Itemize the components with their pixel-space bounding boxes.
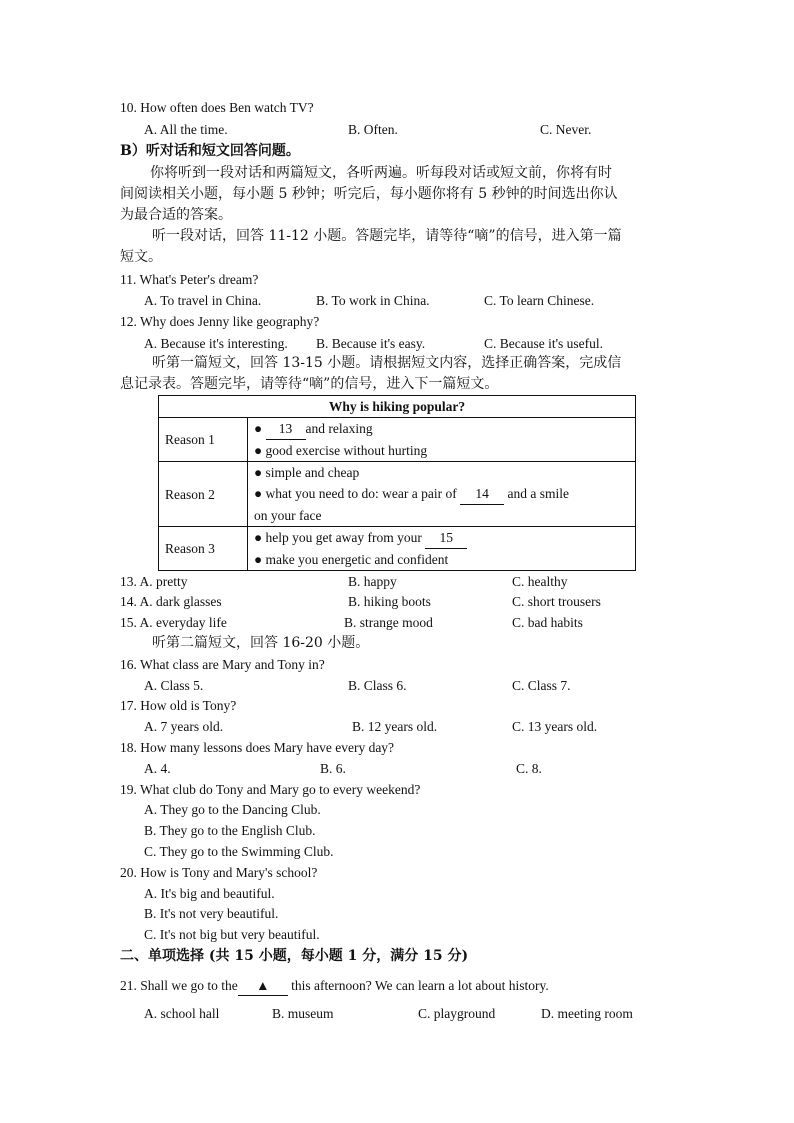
option-16a: A. Class 5. [144,678,204,693]
question-11: 11. What's Peter's dream? [120,272,259,287]
option-20c: C. It's not big but very beautiful. [144,927,320,942]
instruction-line: 你将听到一段对话和两篇短文，各听两遍。听每段对话或短文前，你将有时 [150,165,612,181]
option-20b: B. It's not very beautiful. [144,906,279,921]
reason-2-content [248,462,636,527]
bullet-text: ● what you need to do: wear a pair of [254,486,461,501]
hiking-info-table [158,395,636,571]
option-21d: D. meeting room [541,1006,633,1021]
passage1-instruction: 息记录表。答题完毕，请等待“嘀”的信号，进入下一篇短文。 [120,376,499,392]
instruction-line: 短文。 [120,249,162,265]
bullet-text: ● good exercise without hurting [254,443,428,458]
option-17c: C. 13 years old. [512,719,598,734]
instruction-line: 间阅读相关小题，每小题 5 秒钟；听完后，每小题你将有 5 秒钟的时间选出你认 [120,186,618,202]
option-13c: C. healthy [512,574,568,589]
option-10a: A. All the time. [144,122,228,137]
bullet-text: and a smile [504,486,569,501]
option-14c: C. short trousers [512,594,601,609]
option-17a: A. 7 years old. [144,719,224,734]
question-19: 19. What club do Tony and Mary go to every weekend? [120,782,421,797]
question-12: 12. Why does Jenny like geography? [120,314,320,329]
section-2-heading: 二、单项选择 (共 15 小题，每小题 1 分，满分 15 分) [120,948,469,964]
option-18b: B. 6. [320,761,346,776]
option-16c: C. Class 7. [512,678,571,693]
bullet-text: ● [254,421,266,436]
reason-1-content [248,418,636,462]
bullet-text: ● help you get away from your [254,530,426,545]
table-title: Why is hiking popular? [159,396,636,418]
option-15a: 15. A. everyday life [120,615,227,630]
reason-3-label: Reason 3 [159,527,248,571]
question-10: 10. How often does Ben watch TV? [120,100,314,115]
option-13a: 13. A. pretty [120,574,188,589]
option-11c: C. To learn Chinese. [484,293,595,308]
instruction-line: 听一段对话，回答 11-12 小题。答题完毕，请等待“嘀”的信号，进入第一篇 [152,228,622,244]
option-12c: C. Because it's useful. [484,336,604,351]
option-15c: C. bad habits [512,615,583,630]
option-11b: B. To work in China. [316,293,430,308]
question-17: 17. How old is Tony? [120,698,237,713]
bullet-text: on your face [254,508,322,523]
blank-15: 15 [425,527,467,549]
option-13b: B. happy [348,574,397,589]
passage2-instruction: 听第二篇短文，回答 16-20 小题。 [152,635,370,651]
option-21b: B. museum [272,1006,334,1021]
reason-2-label: Reason 2 [159,462,248,527]
option-21c: C. playground [418,1006,496,1021]
question-21 [120,977,549,996]
bullet-text: and relaxing [305,421,373,436]
blank-14: 14 [460,483,504,505]
blank-13: 13 [266,418,306,440]
question-18: 18. How many lessons does Mary have every day? [120,740,395,755]
reason-3-content [248,527,636,571]
question-21-text: this afternoon? We can learn a lot about history. [287,978,549,993]
blank-21: ▲ [238,977,288,996]
option-11a: A. To travel in China. [144,293,262,308]
section-b-heading: B）听对话和短文回答问题。 [120,143,300,159]
question-20: 20. How is Tony and Mary's school? [120,865,318,880]
option-18c: C. 8. [516,761,542,776]
option-15b: B. strange mood [344,615,433,630]
option-21a: A. school hall [144,1006,220,1021]
option-12a: A. Because it's interesting. [144,336,288,351]
option-16b: B. Class 6. [348,678,407,693]
option-10c: C. Never. [540,122,592,137]
question-21-text: 21. Shall we go to the [120,978,238,993]
bullet-text: ● simple and cheap [254,465,360,480]
option-12b: B. Because it's easy. [316,336,426,351]
option-19c: C. They go to the Swimming Club. [144,844,334,859]
bullet-text: ● make you energetic and confident [254,552,449,567]
question-16: 16. What class are Mary and Tony in? [120,657,325,672]
option-10b: B. Often. [348,122,398,137]
option-14a: 14. A. dark glasses [120,594,222,609]
option-17b: B. 12 years old. [352,719,438,734]
option-19b: B. They go to the English Club. [144,823,316,838]
option-14b: B. hiking boots [348,594,431,609]
option-20a: A. It's big and beautiful. [144,886,275,901]
reason-1-label: Reason 1 [159,418,248,462]
option-19a: A. They go to the Dancing Club. [144,802,321,817]
passage1-instruction: 听第一篇短文，回答 13-15 小题。请根据短文内容，选择正确答案，完成信 [152,355,622,371]
instruction-line: 为最合适的答案。 [120,207,232,223]
option-18a: A. 4. [144,761,171,776]
